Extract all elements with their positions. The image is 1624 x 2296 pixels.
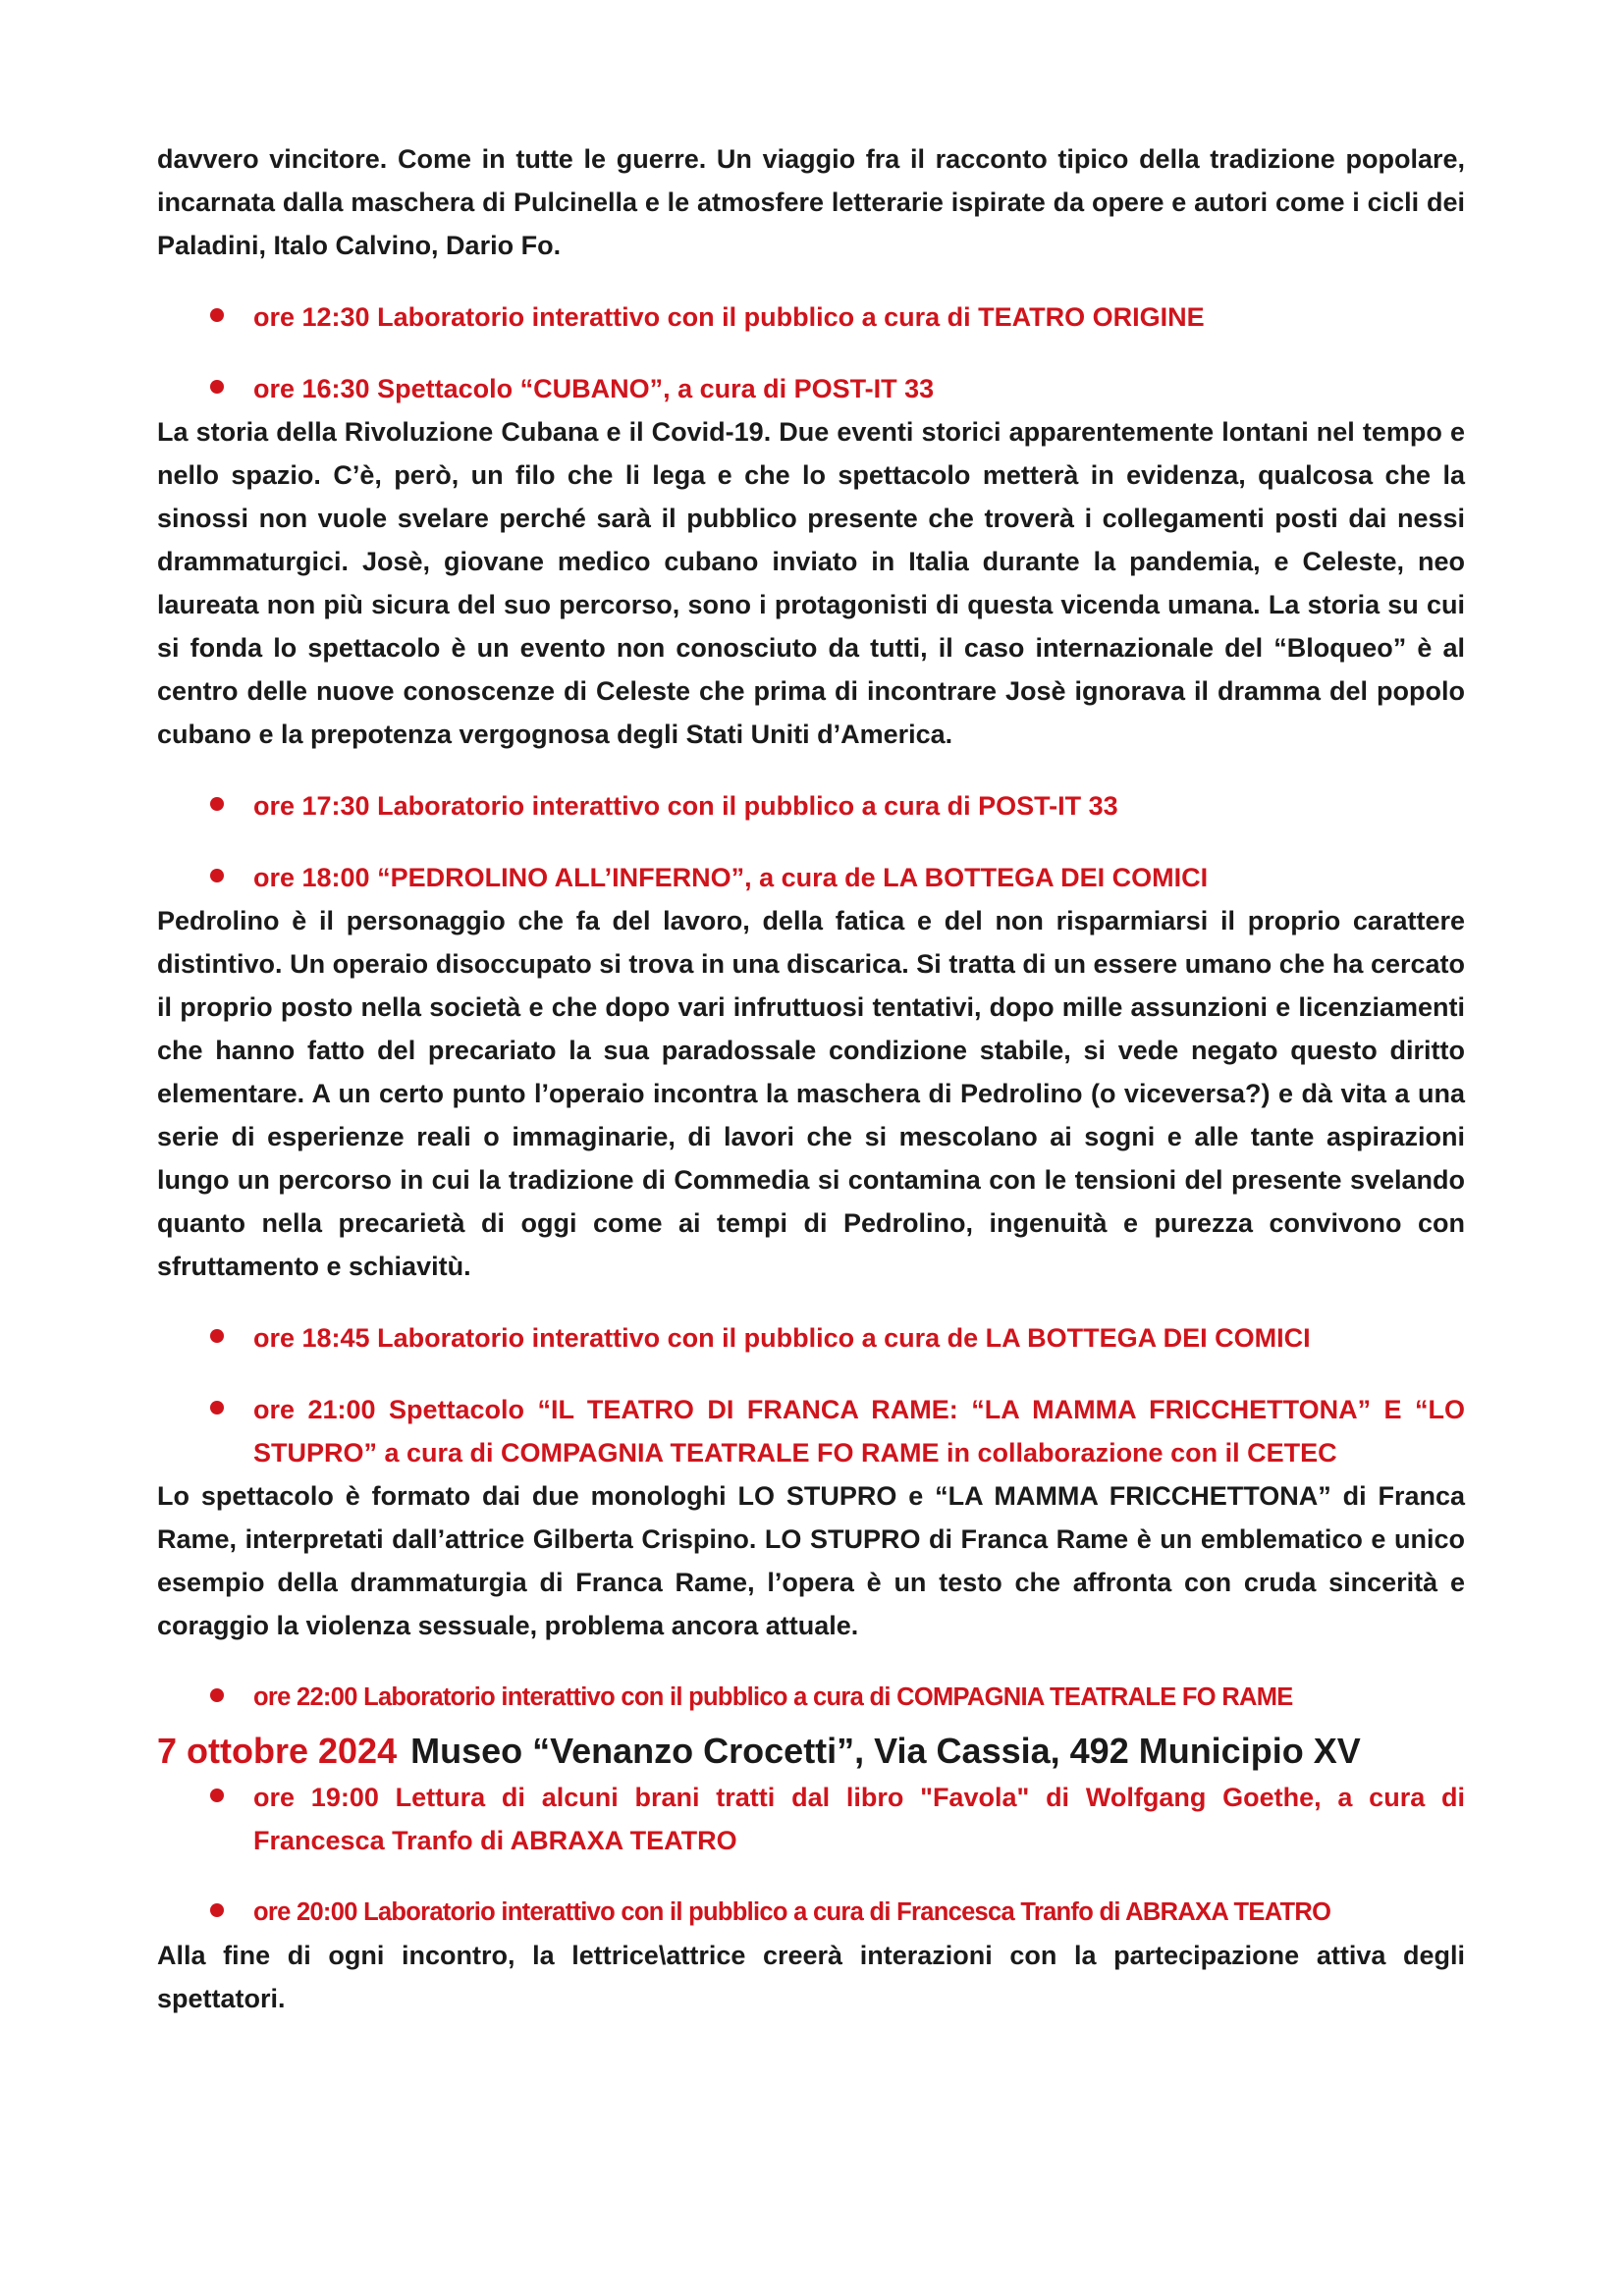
event-2200 bbox=[157, 1676, 1465, 1719]
event-1900 bbox=[157, 1776, 1465, 1862]
closing-paragraph: Alla fine di ogni incontro, la lettrice\attrice creerà interazioni con la partecipazione attiva degli spettatori. bbox=[157, 1941, 1465, 2013]
event-1630 bbox=[157, 367, 1465, 410]
event-1845 bbox=[157, 1316, 1465, 1360]
bullet-icon bbox=[210, 1329, 224, 1343]
event-1630-text: ore 16:30 Spettacolo “CUBANO”, a cura di POST-IT 33 bbox=[253, 374, 935, 403]
section-venue: Museo “Venanzo Crocetti”, Via Cassia, 492 Municipio XV bbox=[410, 1731, 1361, 1771]
event-1230-text: ore 12:30 Laboratorio interattivo con il pubblico a cura di TEATRO ORIGINE bbox=[253, 302, 1205, 332]
franca-rame-description: Lo spettacolo è formato dai due monologhi LO STUPRO e “LA MAMMA FRICCHETTONA” di Franca Rame, interpretati dall’attrice Gilberta Crispino. LO STUPRO di Franca Rame è un emblematico e unico esempio della drammaturgia di Franca Rame, l’opera è un testo che affronta con cruda sincerità e coraggio la violenza sessuale, problema ancora attuale. bbox=[157, 1481, 1465, 1640]
event-1800 bbox=[157, 856, 1465, 899]
document-page bbox=[157, 137, 1465, 2020]
event-2000-text: ore 20:00 Laboratorio interattivo con il pubblico a cura di Francesca Tranfo di ABRAXA TEATRO bbox=[253, 1898, 1331, 1926]
bullet-icon bbox=[210, 308, 224, 322]
event-1730-text: ore 17:30 Laboratorio interattivo con il pubblico a cura di POST-IT 33 bbox=[253, 791, 1118, 821]
bullet-icon bbox=[210, 1903, 224, 1917]
bullet-icon bbox=[210, 1401, 224, 1415]
section-heading bbox=[157, 1727, 1465, 1776]
section-date: 7 ottobre 2024 bbox=[157, 1731, 398, 1771]
event-2100-text: ore 21:00 Spettacolo “IL TEATRO DI FRANCA RAME: “LA MAMMA FRICCHETTONA” E “LO STUPRO” a cura di COMPAGNIA TEATRALE FO RAME in collaborazione con il CETEC bbox=[253, 1395, 1465, 1468]
bullet-icon bbox=[210, 1789, 224, 1802]
event-1730 bbox=[157, 784, 1465, 828]
bullet-icon bbox=[210, 380, 224, 394]
cubano-description: La storia della Rivoluzione Cubana e il Covid-19. Due eventi storici apparentemente lontani nel tempo e nello spazio. C’è, però, un filo che li lega e che lo spettacolo metterà in evidenza, qualcosa che la sinossi non vuole svelare perché sarà il pubblico presente che troverà i collegamenti posti dai nessi drammaturgici. Josè, giovane medico cubano inviato in Italia durante la pandemia, e Celeste, neo laureata non più sicura del suo percorso, sono i protagonisti di questa vicenda umana. La storia su cui si fonda lo spettacolo è un evento non conosciuto da tutti, il caso internazionale del “Bloqueo” è al centro delle nuove conoscenze di Celeste che prima di incontrare Josè ignorava il dramma del popolo cubano e la prepotenza vergognosa degli Stati Uniti d’America. bbox=[157, 417, 1465, 749]
event-1845-text: ore 18:45 Laboratorio interattivo con il pubblico a cura de LA BOTTEGA DEI COMICI bbox=[253, 1323, 1311, 1353]
event-2200-text: ore 22:00 Laboratorio interattivo con il pubblico a cura di COMPAGNIA TEATRALE FO RAME bbox=[253, 1683, 1293, 1711]
bullet-icon bbox=[210, 869, 224, 882]
pedrolino-description: Pedrolino è il personaggio che fa del lavoro, della fatica e del non risparmiarsi il proprio carattere distintivo. Un operaio disoccupato si trova in una discarica. Si tratta di un essere umano che ha cercato il proprio posto nella società e che dopo vari infruttuosi tentativi, dopo mille assunzioni e licenziamenti che hanno fatto del precariato la sua paradossale condizione stabile, si vede negato questo diritto elementare. A un certo punto l’operaio incontra la maschera di Pedrolino (o viceversa?) e dà vita a una serie di esperienze reali o immaginarie, di lavori che si mescolano ai sogni e alle tante aspirazioni lungo un percorso in cui la tradizione di Commedia si contamina con le tensioni del presente svelando quanto nella precarietà di oggi come ai tempi di Pedrolino, ingenuità e purezza convivono con sfruttamento e schiavitù. bbox=[157, 906, 1465, 1281]
event-1230 bbox=[157, 295, 1465, 339]
event-2100 bbox=[157, 1388, 1465, 1474]
event-1800-text: ore 18:00 “PEDROLINO ALL’INFERNO”, a cura de LA BOTTEGA DEI COMICI bbox=[253, 863, 1209, 892]
bullet-icon bbox=[210, 1688, 224, 1702]
intro-paragraph: davvero vincitore. Come in tutte le guerre. Un viaggio fra il racconto tipico della tradizione popolare, incarnata dalla maschera di Pulcinella e le atmosfere letterarie ispirate da opere e autori come i cicli dei Paladini, Italo Calvino, Dario Fo. bbox=[157, 144, 1465, 260]
bullet-icon bbox=[210, 797, 224, 811]
event-2000 bbox=[157, 1891, 1465, 1934]
event-1900-text: ore 19:00 Lettura di alcuni brani tratti dal libro "Favola" di Wolfgang Goethe, a cura di Francesca Tranfo di ABRAXA TEATRO bbox=[253, 1783, 1465, 1855]
